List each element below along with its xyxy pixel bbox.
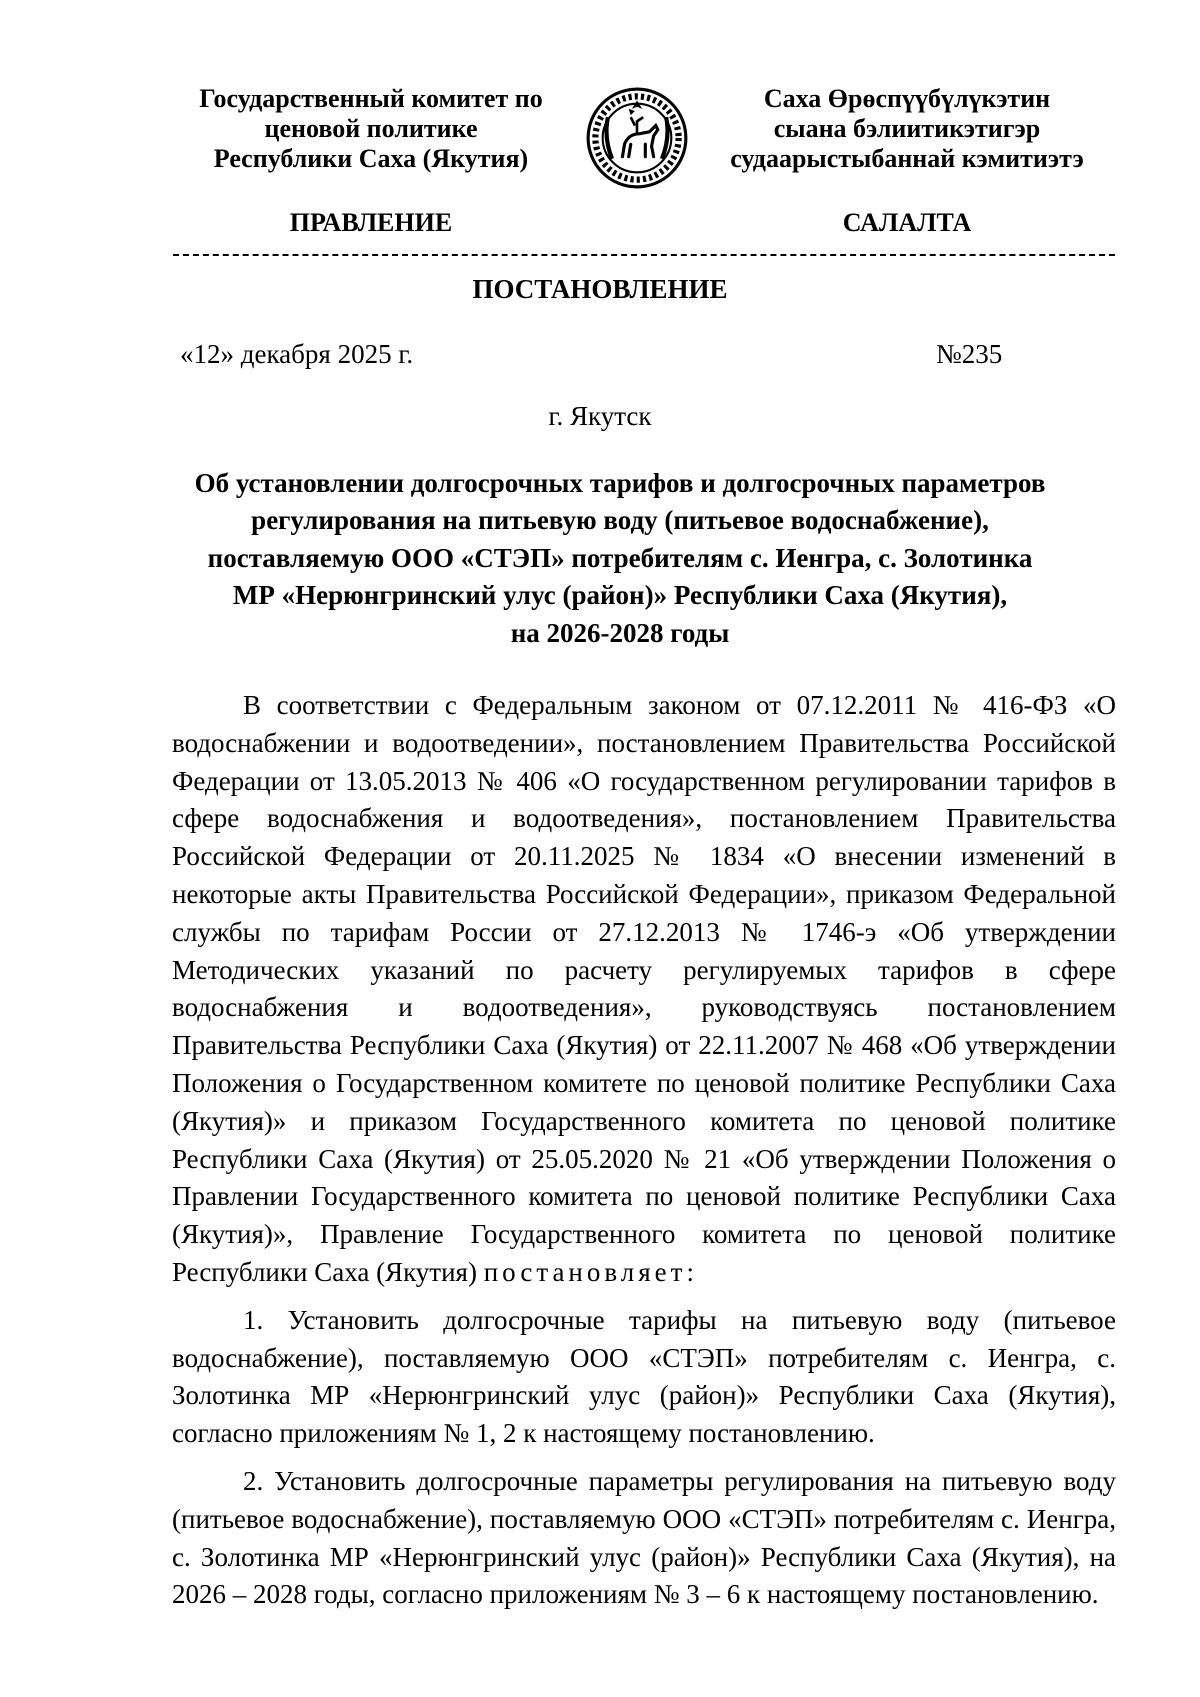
preamble-paragraph bbox=[172, 687, 1116, 1292]
org-ru-line: ценовой политике bbox=[264, 114, 478, 143]
coat-of-arms-icon bbox=[585, 86, 689, 190]
org-name-russian bbox=[170, 84, 572, 174]
org-sah-line: судаарыстыбаннай кэмитиэтэ bbox=[730, 144, 1084, 173]
org-ru-line: Республики Саха (Якутия) bbox=[213, 144, 529, 173]
subject-line: Об установлении долгосрочных тарифов и долгосрочных параметров bbox=[194, 468, 1046, 498]
org-ru-line: Государственный комитет по bbox=[199, 84, 543, 113]
document-number: №235 bbox=[936, 339, 1003, 369]
preamble-text: В соответствии с Федеральным законом от 07.12.2011 № 416-ФЗ «О водоснабжении и водоотведении», постановлением Правительства Российской Федерации от 13.05.2013 № 406 «О государственном регулировании тарифов в сфере водоснабжения и водоотведения», постановлением Правительства Российской Федерации от 20.11.2025 № 1834 «О внесении изменений в некоторые акты Правительства Российской Федерации», приказом Федеральной службы по тарифам России от 27.12.2013 № 1746-э «Об утверждении Методических указаний по расчету регулируемых тарифов в сфере водоснабжения и водоотведения», руководствуясь постановлением Правительства Республики Саха (Якутия) от 22.11.2007 № 468 «Об утверждении Положения о Государственном комитете по ценовой политике Республики Саха (Якутия)» и приказом Государственного комитета по ценовой политике Республики Саха (Якутия) от 25.05.2020 № 21 «Об утверждении Положения о Правлении Государственного комитета по ценовой политике Республики Саха (Якутия)», Правление Государственного комитета по ценовой политике Республики Саха (Якутия) bbox=[172, 690, 1116, 1287]
document-date: «12» декабря 2025 г. bbox=[180, 339, 414, 369]
subject-line: регулирования на питьевую воду (питьевое водоснабжение), bbox=[251, 505, 989, 536]
org-name-sakha bbox=[706, 84, 1108, 174]
document-city: г. Якутск bbox=[548, 401, 652, 431]
document-subject bbox=[150, 465, 1090, 652]
resolution-item: 1. Установить долгосрочные тарифы на питьевую воду (питьевое водоснабжение), поставляемую ООО «СТЭП» потребителям с. Иенгра, с. Золотинка МР «Нерюнгринский улус (район)» Республики Саха (Якутия), согласно приложениям № 1, 2 к настоящему постановлению. bbox=[172, 1304, 1116, 1449]
dashed-divider bbox=[173, 254, 1115, 256]
subject-line: на 2026-2028 годы bbox=[510, 617, 730, 648]
letterhead bbox=[0, 84, 1200, 204]
board-title-sakha: САЛАЛТА bbox=[842, 208, 972, 237]
document-type: ПОСТАНОВЛЕНИЕ bbox=[472, 274, 728, 304]
subject-line: поставляемую ООО «СТЭП» потребителям с. Иенгра, с. Золотинка bbox=[207, 542, 1033, 573]
org-sah-line: Саха Өрөспүүбүлүкэтин bbox=[763, 84, 1051, 113]
resolution-item: 2. Установить долгосрочные параметры регулирования на питьевую воду (питьевое водоснабжение), поставляемую ООО «СТЭП» потребителям с. Иенгра, с. Золотинка МР «Нерюнгринский улус (район)» Республики Саха (Якутия), на 2026 – 2028 годы, согласно приложениям № 3 – 6 к настоящему постановлению. bbox=[172, 1465, 1116, 1610]
document-body bbox=[172, 687, 1116, 1614]
org-sah-line: сыана бэлиитикэтигэр bbox=[773, 114, 1041, 143]
subject-line: МР «Нерюнгринский улус (район)» Республики Саха (Якутия), bbox=[232, 580, 1008, 611]
decree-word: постановляет: bbox=[483, 1256, 698, 1287]
board-title-russian: ПРАВЛЕНИЕ bbox=[289, 208, 453, 237]
